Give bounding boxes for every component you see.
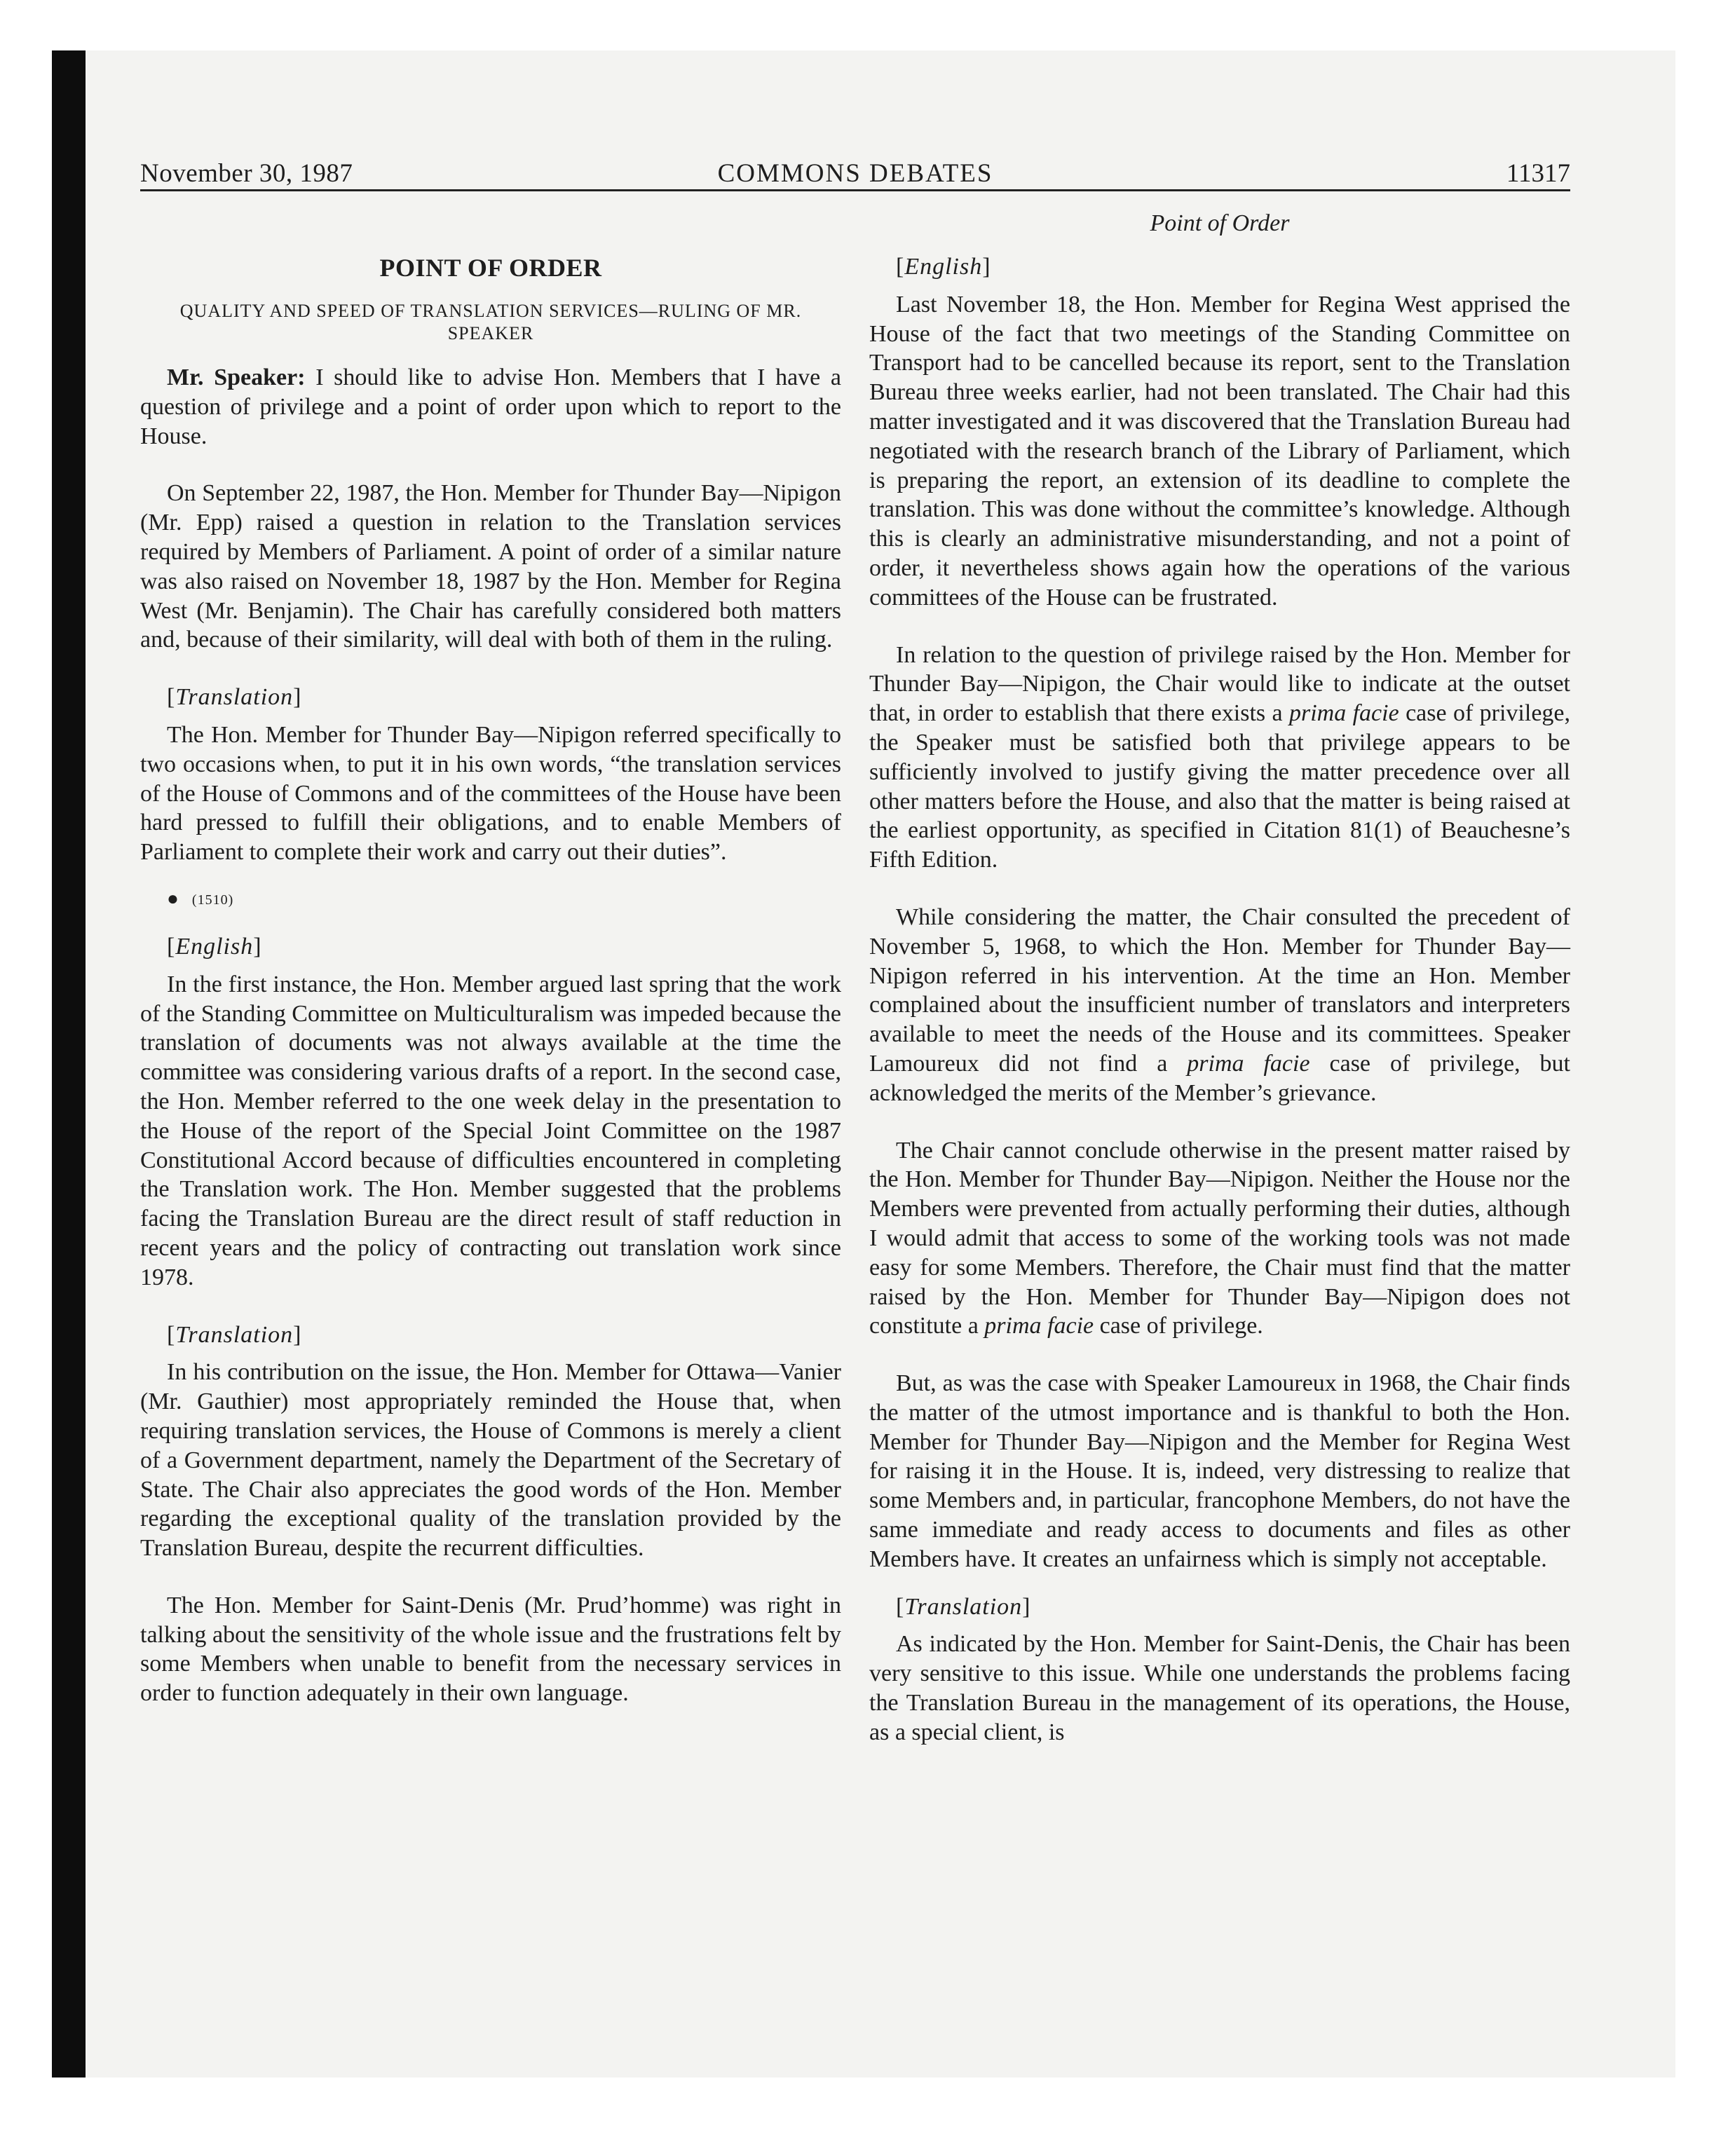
- section-title: POINT OF ORDER: [379, 254, 602, 282]
- latin-term: prima facie: [1289, 700, 1399, 727]
- paragraph: [869, 1136, 1570, 1342]
- header-date: November 30, 1987: [140, 159, 353, 188]
- page-header: [140, 156, 1570, 192]
- paragraph-text: case of privilege, but acknowledged the merits of the Member’s grievance.: [869, 1050, 1571, 1106]
- language-marker: [English]: [896, 254, 991, 280]
- language-label: Translation: [904, 1593, 1023, 1620]
- paragraph-text: I should like to advise Hon. Members that I have a question of privilege and a point of order upon which to report to the House.: [140, 364, 841, 449]
- paragraph: As indicated by the Hon. Member for Saint-Denis, the Chair has been very sensitive to this issue. While one understands the problems facing the Translation Bureau in the management of its operations, the House, as a special client, is: [869, 1631, 1570, 1745]
- scan-binding-edge: [52, 50, 86, 2077]
- language-marker: [Translation]: [167, 1321, 302, 1348]
- paragraph: In the first instance, the Hon. Member argued last spring that the work of the Standing Committee on Multiculturalism was impeded because the translation of documents was not always available at the time the committee was considering various drafts of a report. In the second case, the Hon. Member referred to the one week delay in the presentation to the House of the report of the Special Joint Committee on the 1987 Constitutional Accord because of difficulties encountered in completing the Translation work. The Hon. Member suggested that the problems facing the Translation Bureau are the direct result of staff reduction in recent years and the policy of contracting out translation work since 1978.: [140, 971, 841, 1290]
- paragraph: The Hon. Member for Thunder Bay—Nipigon referred specifically to two occasions when, to put it in his own words, “the translation services of the House of Commons and of the committees of the House have been hard pressed to fulfill their obligations, and to enable Members of Parliament to complete their work and carry out their duties”.: [140, 721, 841, 866]
- paragraph: In his contribution on the issue, the Hon. Member for Ottawa—Vanier (Mr. Gauthier) most appropriately reminded the House that, when requiring translation services, the House of Commons is merely a client of a Government department, namely the Department of the Secretary of State. The Chair also appreciates the good words of the Hon. Member regarding the exceptional quality of the translation provided by the Translation Bureau, despite the recurrent difficulties.: [140, 1359, 841, 1562]
- latin-term: prima facie: [984, 1313, 1094, 1339]
- right-column: [869, 252, 1570, 1747]
- paragraph-text: In relation to the question of privilege raised by the Hon. Member for Thunder Bay—Nipigon, the Chair would like to indicate at the outset that, in order to establish that there exists a: [869, 641, 1570, 727]
- header-publication: COMMONS DEBATES: [717, 159, 993, 188]
- header-rule: [140, 189, 1570, 191]
- latin-term: prima facie: [1187, 1050, 1310, 1077]
- running-head: Point of Order: [1150, 210, 1290, 236]
- language-marker: [English]: [167, 933, 262, 960]
- bullet-icon: ●: [167, 887, 179, 910]
- language-marker: [Translation]: [167, 684, 302, 711]
- paragraph-text: The Chair cannot conclude otherwise in the present matter raised by the Hon. Member for Thunder Bay—Nipigon. Neither the House nor the Members were prevented from actually performing their duties, although I would admit that access to some of the working tools was not made easy for some Members. Therefore, the Chair must find that the matter raised by the Hon. Member for Thunder Bay—Nipigon does not constitute a: [869, 1137, 1570, 1339]
- language-marker: [Translation]: [896, 1593, 1031, 1620]
- header-page-number: 11317: [1506, 159, 1570, 188]
- language-label: English: [175, 933, 254, 960]
- paragraph: Last November 18, the Hon. Member for Regina West apprised the House of the fact that two meetings of the Standing Committee on Transport had to be cancelled because its report, sent to the Translation Bureau three weeks earlier, had not been translated. The Chair had this matter investigated and it was discovered that the Translation Bureau had negotiated with the research branch of the Library of Parliament, which is preparing the report, an extension of its deadline to complete the translation. This was done without the committee’s knowledge. Although this is clearly an administrative misunderstanding, and not a point of order, it nevertheless shows again how the operations of the various committees of the House can be frustrated.: [869, 291, 1570, 610]
- paragraph: [140, 363, 841, 451]
- paragraph-text: While considering the matter, the Chair consulted the precedent of November 5, 1968, to which the Hon. Member for Thunder Bay—Nipigon referred in his intervention. At the time an Hon. Member complained about the insufficient number of translators and interpreters available to meet the needs of the House and its committees. Speaker Lamoureux did not find a: [869, 903, 1570, 1077]
- paragraph: [869, 903, 1570, 1108]
- paragraph: But, as was the case with Speaker Lamoureux in 1968, the Chair finds the matter of the utmost importance and is thankful to both the Hon. Member for Thunder Bay—Nipigon and the Member for Regina West for raising it in the House. It is, indeed, very distressing to realize that some Members and, in particular, francophone Members, do not have the same immediate and ready access to documents and files as other Members have. It creates an unfairness which is simply not acceptable.: [869, 1370, 1570, 1572]
- section-subtitle: QUALITY AND SPEED OF TRANSLATION SERVICES—RULING OF MR. SPEAKER: [179, 301, 802, 343]
- timestamp: [140, 885, 841, 914]
- left-column: [140, 245, 841, 1708]
- language-label: Translation: [175, 1321, 294, 1348]
- paragraph-text: case of privilege, the Speaker must be satisfied both that privilege appears to be sufficiently involved to justify giving the matter precedence over all other matters before the House, and also that the matter is being raised at the earliest opportunity, as specified in Citation 81(1) of Beauchesne’s Fifth Edition.: [869, 700, 1571, 873]
- speaker-name: Mr. Speaker:: [167, 364, 306, 390]
- paragraph-text: case of privilege.: [1099, 1313, 1263, 1339]
- language-label: Translation: [175, 684, 294, 711]
- language-label: English: [904, 254, 983, 280]
- paragraph: On September 22, 1987, the Hon. Member for Thunder Bay—Nipigon (Mr. Epp) raised a question in relation to the Translation services required by Members of Parliament. A point of order of a similar nature was also raised on November 18, 1987 by the Hon. Member for Regina West (Mr. Benjamin). The Chair has carefully considered both matters and, because of their similarity, will deal with both of them in the ruling.: [140, 480, 841, 653]
- paragraph: [869, 641, 1570, 875]
- timestamp-text: (1510): [191, 892, 234, 908]
- paragraph: The Hon. Member for Saint-Denis (Mr. Prud’homme) was right in talking about the sensitivity of the whole issue and the frustrations felt by some Members when unable to benefit from the necessary services in order to function adequately in their own language.: [140, 1592, 841, 1707]
